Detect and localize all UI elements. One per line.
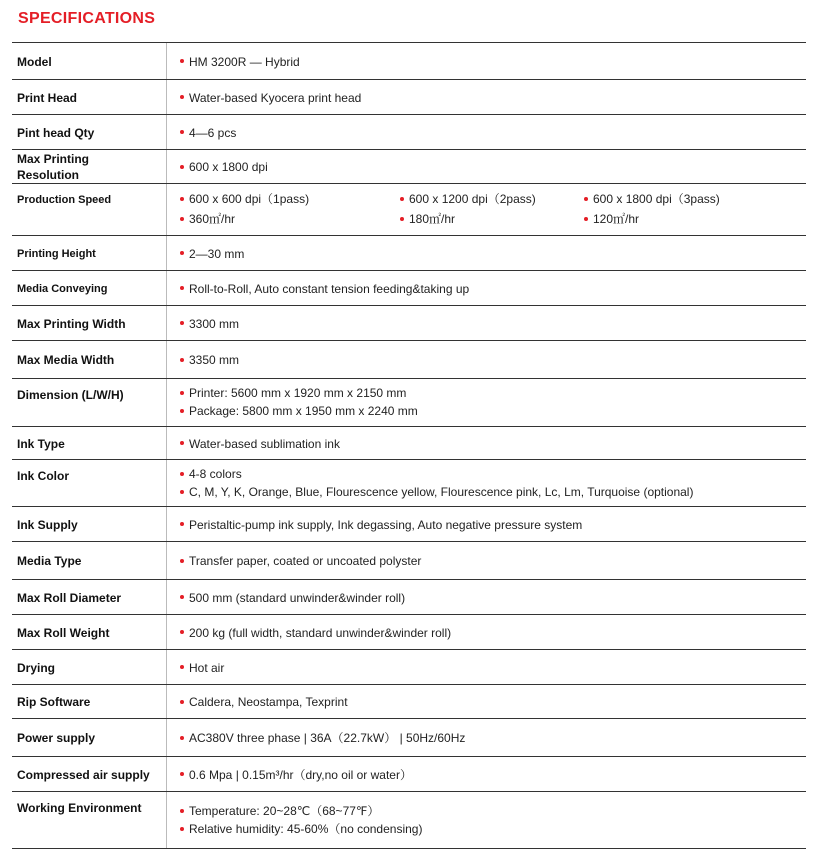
bullet-icon (584, 197, 588, 201)
spec-row (12, 506, 806, 541)
page-title: SPECIFICATIONS (18, 10, 156, 27)
spec-value-text: 120㎡/hr (593, 212, 640, 226)
bullet-icon (180, 217, 184, 221)
spec-label (17, 151, 89, 183)
spec-value (180, 436, 340, 452)
column-divider (166, 615, 167, 649)
spec-value-text: Hot air (189, 660, 225, 675)
spec-value-text: 600 x 1200 dpi（2pass) (409, 192, 536, 206)
spec-value-text: 600 x 600 dpi（1pass) (189, 192, 310, 206)
spec-value-text: 4-8 colors (189, 467, 242, 481)
spec-value (180, 159, 268, 175)
spec-label: Production Speed (17, 194, 112, 206)
spec-row (12, 235, 806, 270)
spec-value-text: 2—30 mm (189, 246, 245, 261)
spec-row (12, 149, 806, 183)
column-divider (166, 719, 167, 756)
spec-row (12, 579, 806, 614)
spec-value (180, 352, 239, 368)
spec-value (180, 803, 379, 819)
spec-value-text: 600 x 1800 dpi（3pass) (593, 192, 720, 206)
bullet-icon (180, 321, 184, 325)
spec-value-text: Printer: 5600 mm x 1920 mm x 2150 mm (189, 386, 407, 400)
column-divider (166, 580, 167, 614)
spec-value-text: Roll-to-Roll, Auto constant tension feeding&taking up (189, 281, 470, 296)
column-divider (166, 379, 167, 426)
bullet-icon (180, 809, 184, 813)
spec-value-text: Caldera, Neostampa, Texprint (189, 695, 348, 709)
spec-label: Ink Color (17, 469, 70, 483)
spec-value-text: 4—6 pcs (189, 125, 237, 140)
spec-label: Printing Height (17, 247, 96, 260)
spec-value (180, 517, 582, 533)
spec-value (180, 246, 244, 262)
spec-row (12, 649, 806, 684)
bullet-icon (180, 595, 184, 599)
bullet-icon (180, 59, 184, 63)
spec-value-text: Water-based sublimation ink (189, 436, 340, 451)
spec-row (12, 79, 806, 114)
spec-value (180, 90, 361, 106)
column-divider (166, 236, 167, 270)
bullet-icon (180, 827, 184, 831)
spec-label-line: Resolution (17, 168, 79, 182)
spec-row (12, 541, 806, 579)
spec-value (180, 767, 412, 783)
column-divider (166, 792, 167, 848)
spec-value-text: C, M, Y, K, Orange, Blue, Flourescence yellow, Flourescence pink, Lc, Lm, Turquoise (optional) (189, 485, 694, 499)
spec-row (12, 270, 806, 305)
column-divider (166, 271, 167, 305)
spec-value-text: 3350 mm (189, 353, 240, 367)
spec-row (12, 42, 806, 79)
bullet-icon (180, 472, 184, 476)
spec-row (12, 684, 806, 718)
column-divider (166, 650, 167, 684)
bullet-icon (180, 391, 184, 395)
spec-row (12, 614, 806, 649)
spec-label: Print Head (17, 90, 78, 105)
spec-value-text: 0.6 Mpa | 0.15m³/hr（dry,no oil or water） (189, 767, 412, 782)
spec-value (584, 211, 639, 227)
column-divider (166, 685, 167, 718)
spec-value (180, 54, 300, 70)
spec-label: Max Printing Width (17, 316, 126, 331)
bullet-icon (180, 490, 184, 494)
bullet-icon (584, 217, 588, 221)
spec-row (12, 340, 806, 378)
bullet-icon (180, 358, 184, 362)
bullet-icon (180, 522, 184, 526)
spec-row (12, 114, 806, 149)
column-divider (166, 43, 167, 79)
spec-label: Pint head Qty (17, 125, 95, 140)
spec-row (12, 459, 806, 506)
spec-value (180, 660, 224, 676)
spec-row (12, 756, 806, 791)
spec-value (180, 730, 465, 746)
bullet-icon (180, 251, 184, 255)
spec-label: Working Environment (17, 801, 142, 815)
spec-value-text: Peristaltic-pump ink supply, Ink degassing, Auto negative pressure system (189, 517, 583, 532)
spec-label: Max Media Width (17, 353, 115, 367)
spec-label: Rip Software (17, 695, 91, 709)
spec-label: Ink Supply (17, 517, 78, 532)
spec-label: Drying (17, 660, 56, 675)
spec-value (180, 466, 242, 482)
column-divider (166, 341, 167, 378)
column-divider (166, 115, 167, 149)
column-divider (166, 427, 167, 459)
spec-value (180, 625, 451, 641)
spec-value-text: 500 mm (standard unwinder&winder roll) (189, 590, 406, 605)
spec-label: Model (17, 54, 52, 69)
spec-value-text: Temperature: 20~28℃（68~77℉） (189, 804, 380, 818)
spec-row (12, 305, 806, 340)
bullet-icon (400, 217, 404, 221)
spec-value (180, 211, 235, 227)
spec-label-line: Max Printing (17, 152, 90, 166)
spec-label: Compressed air supply (17, 767, 150, 782)
spec-value-text: Relative humidity: 45-60%（no condensing) (189, 822, 423, 836)
spec-value-text: 360㎡/hr (189, 212, 236, 226)
bullet-icon (180, 130, 184, 134)
spec-value (180, 125, 236, 141)
spec-value-text: 200 kg (full width, standard unwinder&winder roll) (189, 625, 452, 640)
spec-value (180, 694, 348, 710)
spec-value (400, 211, 455, 227)
spec-label: Power supply (17, 731, 96, 745)
spec-row (12, 426, 806, 459)
spec-value-text: Package: 5800 mm x 1950 mm x 2240 mm (189, 404, 418, 418)
bullet-icon (180, 772, 184, 776)
spec-row (12, 183, 806, 235)
spec-value (180, 385, 406, 401)
spec-value (180, 316, 239, 332)
specifications-table (12, 42, 806, 849)
bullet-icon (180, 286, 184, 290)
spec-label: Ink Type (17, 436, 65, 451)
column-divider (166, 542, 167, 579)
bullet-icon (180, 165, 184, 169)
spec-value-text: AC380V three phase | 36A（22.7kW） | 50Hz/60Hz (189, 731, 466, 745)
spec-value-text: HM 3200R — Hybrid (189, 54, 300, 69)
bullet-icon (180, 197, 184, 201)
column-divider (166, 460, 167, 506)
bullet-icon (180, 409, 184, 413)
bullet-icon (180, 441, 184, 445)
bullet-icon (180, 630, 184, 634)
spec-value (180, 484, 693, 500)
spec-row (12, 378, 806, 426)
column-divider (166, 757, 167, 791)
bullet-icon (180, 736, 184, 740)
column-divider (166, 306, 167, 340)
spec-label: Dimension (L/W/H) (17, 388, 124, 402)
bullet-icon (180, 665, 184, 669)
spec-value-text: Water-based Kyocera print head (189, 90, 362, 105)
spec-value (180, 553, 421, 569)
column-divider (166, 150, 167, 183)
spec-value (180, 403, 418, 419)
spec-value-text: 180㎡/hr (409, 212, 456, 226)
spec-value-text: 600 x 1800 dpi (189, 160, 268, 174)
spec-value (180, 281, 469, 297)
spec-label: Max Roll Diameter (17, 590, 122, 605)
column-divider (166, 184, 167, 235)
bullet-icon (180, 700, 184, 704)
spec-value-text: 3300 mm (189, 316, 240, 331)
column-divider (166, 80, 167, 114)
spec-row (12, 791, 806, 849)
spec-row (12, 718, 806, 756)
spec-value (180, 590, 405, 606)
spec-value (400, 191, 536, 207)
spec-label: Media Conveying (17, 282, 108, 295)
column-divider (166, 507, 167, 541)
spec-value (584, 191, 720, 207)
spec-value (180, 821, 422, 837)
bullet-icon (400, 197, 404, 201)
spec-label: Max Roll Weight (17, 625, 110, 640)
spec-value-text: Transfer paper, coated or uncoated polyster (189, 554, 422, 568)
bullet-icon (180, 95, 184, 99)
spec-value (180, 191, 309, 207)
spec-label: Media Type (17, 554, 82, 568)
bullet-icon (180, 559, 184, 563)
